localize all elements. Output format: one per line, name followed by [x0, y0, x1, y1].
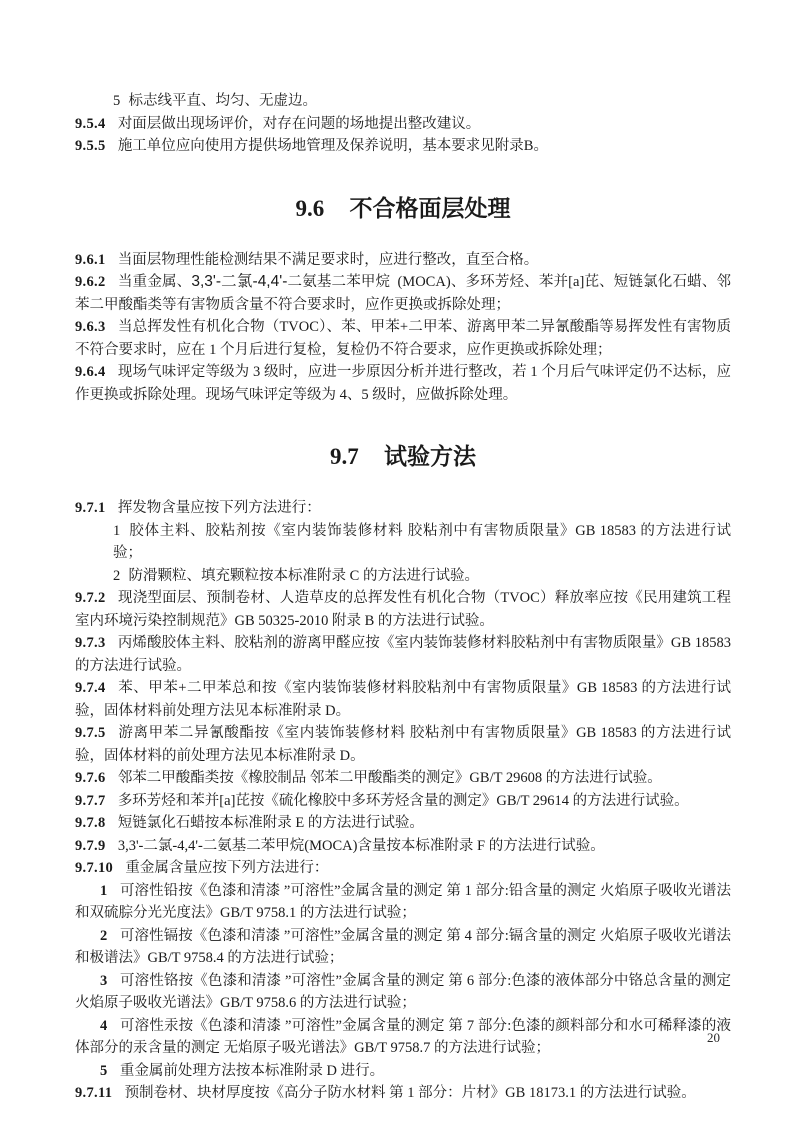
item-number: 5	[113, 93, 121, 109]
text-run: 施工单位应向使用方提供场地管理及保养说明，基本要求见附录B。	[117, 138, 548, 154]
item-number: 9.6.3	[75, 319, 106, 335]
paragraph	[75, 767, 731, 790]
paragraph	[75, 857, 731, 880]
item-number: 9.7.6	[75, 770, 106, 786]
item-number: 9.7.3	[75, 635, 106, 651]
item-number: 2	[113, 567, 121, 584]
text-run: 对面层做出现场评价，对存在问题的场地提出整改建议。	[117, 115, 481, 132]
text-run: 短链氯化石蜡按本标准附录 E 的方法进行试验。	[117, 815, 424, 831]
text-run: 重金属前处理方法按本标准附录 D 进行。	[119, 1062, 385, 1079]
item-number: 9.6.2	[75, 274, 106, 290]
text-run: 当总挥发性有机化合物（TVOC）、苯、甲苯+二甲苯、游离甲苯二异氰酸酯等易挥发性有害物质不符合要求时，应在 1 个月后进行复检，复检仍不符合要求，应作更换或拆除处理；	[75, 319, 731, 358]
paragraph	[75, 632, 731, 677]
section-heading	[75, 442, 731, 472]
text-run: 可溶性铅按《色漆和清漆 ”可溶性”金属含量的测定 第 1 部分:铅含量的测定 火焰原子吸收光谱法和双硫腙分光光度法》GB/T 9758.1 的方法进行试验；	[75, 882, 731, 921]
paragraph	[75, 722, 731, 767]
item-number: 5	[100, 1062, 108, 1079]
item-number: 4	[100, 1017, 108, 1034]
paragraph	[75, 790, 731, 813]
item-number: 1	[100, 882, 108, 899]
list-item	[75, 1060, 731, 1083]
text-run: 可溶性汞按《色漆和清漆 ”可溶性”金属含量的测定 第 7 部分:色漆的颜料部分和水可稀释漆的液体部分的汞含量的测定 无焰原子吸光谱法》GB/T 9758.7 的方法进行试验；	[75, 1017, 731, 1056]
item-number: 9.7.8	[75, 815, 106, 831]
text-run: 现场气味评定等级为 3 级时，应进一步原因分析并进行整改，若 1 个月后气味评定仍不达标，应作更换或拆除处理。现场气味评定等级为 4、5 级时，应做拆除处理。	[75, 364, 731, 403]
item-number: 9.5.4	[75, 115, 106, 132]
section-heading-number: 9.6	[295, 195, 325, 221]
text-run: 胶体主料、胶粘剂按《室内装饰装修材料 胶粘剂中有害物质限量》GB 18583 的方法进行试验；	[113, 522, 731, 561]
text-run: 重金属含量应按下列方法进行：	[125, 860, 329, 876]
item-number: 1	[113, 522, 121, 539]
paragraph	[75, 249, 731, 272]
paragraph	[75, 497, 731, 520]
paragraph	[75, 835, 731, 858]
item-number: 9.7.9	[75, 837, 106, 854]
item-number: 9.6.4	[75, 364, 106, 380]
paragraph	[75, 316, 731, 361]
list-item	[75, 1015, 731, 1060]
item-number: 9.7.7	[75, 792, 106, 809]
item-number: 9.5.5	[75, 138, 106, 154]
text-run: 挥发物含量应按下列方法进行：	[117, 500, 321, 516]
paragraph	[75, 812, 731, 835]
section-heading	[75, 194, 731, 224]
section-heading-title: 不合格面层处理	[349, 195, 511, 221]
list-item	[75, 90, 731, 113]
text-run: 邻苯二甲酸酯类按《橡胶制品 邻苯二甲酸酯类的测定》GB/T 29608 的方法进行试验。	[117, 770, 662, 786]
paragraph	[75, 135, 731, 158]
text-run: 二氨基二苯甲烷 (MOCA)、多环芳烃、苯并[a]芘、短链氯化石蜡、邻苯二甲酸酯类等有害物质含量不符合要求时，应作更换或拆除处理；	[75, 274, 731, 313]
text-run: 当面层物理性能检测结果不满足要求时，应进行整改，直至合格。	[117, 251, 539, 268]
text-run: 游离甲苯二异氰酸酯按《室内装饰装修材料 胶粘剂中有害物质限量》GB 18583 的方法进行试验，固体材料的前处理方法见本标准附录 D。	[75, 725, 731, 764]
item-number: 2	[100, 927, 108, 944]
paragraph	[75, 113, 731, 136]
list-item	[75, 880, 731, 925]
list-item	[75, 970, 731, 1015]
text-run: 苯、甲苯+二甲苯总和按《室内装饰装修材料胶粘剂中有害物质限量》GB 18583 的方法进行试验，固体材料前处理方法见本标准附录 D。	[75, 680, 731, 719]
text-run: 丙烯酸胶体主料、胶粘剂的游离甲醛应按《室内装饰装修材料胶粘剂中有害物质限量》GB 18583 的方法进行试验。	[75, 635, 731, 674]
text-run: 防滑颗粒、填充颗粒按本标准附录 C 的方法进行试验。	[128, 567, 479, 584]
item-number: 9.7.5	[75, 725, 106, 741]
item-number: 9.7.2	[75, 590, 106, 606]
text-run: 标志线平直、均匀、无虚边。	[128, 93, 318, 109]
section-heading-title: 试验方法	[384, 444, 477, 469]
paragraph	[75, 587, 731, 632]
text-run: 当重金属、	[117, 274, 192, 290]
item-number: 9.7.4	[75, 680, 106, 696]
page-number: 20	[707, 1030, 720, 1045]
section-heading-number: 9.7	[329, 444, 359, 469]
item-number: 9.7.11	[75, 1085, 113, 1101]
paragraph	[75, 1082, 731, 1105]
text-run: 可溶性镉按《色漆和清漆 ”可溶性”金属含量的测定 第 4 部分:镉含量的测定 火焰原子吸收光谱法和极谱法》GB/T 9758.4 的方法进行试验；	[75, 927, 731, 966]
text-run: 现浇型面层、预制卷材、人造草皮的总挥发性有机化合物（TVOC）释放率应按《民用建筑工程室内环境污染控制规范》GB 50325-2010 附录 B 的方法进行试验。	[75, 590, 731, 629]
text-run: 预制卷材、块材厚度按《高分子防水材料 第 1 部分：片材》GB 18173.1 的方法进行试验。	[124, 1085, 696, 1101]
paragraph	[75, 677, 731, 722]
list-item	[75, 925, 731, 970]
text-run: 可溶性铬按《色漆和清漆 ”可溶性”金属含量的测定 第 6 部分:色漆的液体部分中铬总含量的测定 火焰原子吸收光谱法》GB/T 9758.6 的方法进行试验；	[75, 972, 731, 1011]
item-number: 9.6.1	[75, 251, 106, 268]
item-number: 9.7.10	[75, 860, 114, 876]
text-run: 3,3'-二氯-4,4'-二氨基二苯甲烷(MOCA)含量按本标准附录 F 的方法进行试验。	[117, 837, 605, 854]
list-item	[75, 565, 731, 588]
item-number: 3	[100, 972, 108, 989]
text-run: 多环芳烃和苯并[a]芘按《硫化橡胶中多环芳烃含量的测定》GB/T 29614 的方法进行试验。	[117, 792, 689, 809]
text-run: 3,3'-二氯-4,4'-	[191, 273, 288, 290]
item-number: 9.7.1	[75, 500, 106, 516]
paragraph	[75, 271, 731, 316]
paragraph	[75, 361, 731, 406]
document-body	[75, 90, 731, 1105]
list-item	[75, 520, 731, 565]
